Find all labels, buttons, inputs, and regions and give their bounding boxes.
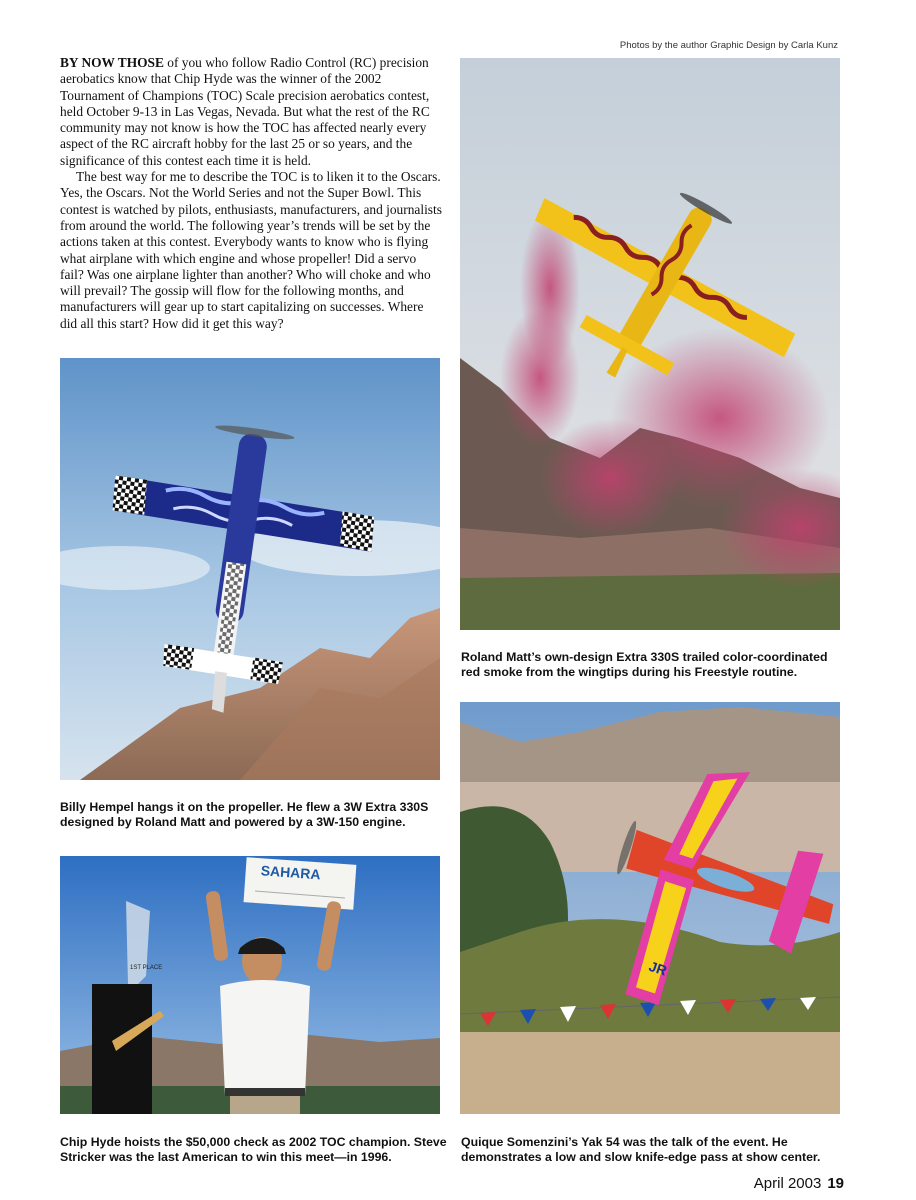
photo-matt <box>460 58 840 630</box>
article-paragraph-2: The best way for me to describe the TOC is to liken it to the Oscars. Yes, the Oscars. Not the World Series and not the Super Bowl. This contest is watched by pilots, enthusiasts, manufacturers, and journalists from around the world. The following year’s trends will be set by the actions taken at this contest. Everybody wants to know who is flying what airplane with which engine and whose propeller! Did a servo fail? Was one airplane lighter than another? Who will choke and who will prevail? The gossip will flow for the following months, and manufacturers will gear up to start capitalizing on successes. Where did all this start? How did it get this way? <box>60 169 442 331</box>
lead-in: BY NOW THOSE <box>60 55 164 70</box>
hyde-celebration-image <box>60 856 440 1114</box>
caption-matt: Roland Matt’s own-design Extra 330S trailed color-coordinated red smoke from the wingtips during his Freestyle routine. <box>461 650 828 679</box>
photo-hempel <box>60 358 440 780</box>
hempel-plane-image <box>60 358 440 780</box>
caption-hempel: Billy Hempel hangs it on the propeller. He flew a 3W Extra 330S designed by Roland Matt and powered by a 3W-150 engine. <box>60 800 429 829</box>
check-brand: SAHARA <box>260 862 322 883</box>
caption-hyde: Chip Hyde hoists the $50,000 check as 2002 TOC champion. Steve Stricker was the last American to win this meet—in 1996. <box>60 1135 447 1164</box>
matt-plane-image <box>460 58 840 630</box>
check <box>244 857 357 910</box>
article-body <box>60 55 442 332</box>
paragraph-1-text: of you who follow Radio Control (RC) precision aerobatics know that Chip Hyde was the winner of the 2002 Tournament of Champions (TOC) Scale precision aerobatics contest, held October 9-13 in Las Vegas, Nevada. But what the rest of the RC community may not know is how the TOC has affected nearly every aspect of the RC aircraft hobby for the last 25 or so years, and the significance of this contest each time it is held. <box>60 55 430 168</box>
page-number: 19 <box>827 1175 844 1192</box>
caption-somenzini: Quique Somenzini’s Yak 54 was the talk of the event. He demonstrates a low and slow knife-edge pass at show center. <box>461 1135 821 1164</box>
wing-marking: JR <box>646 957 669 979</box>
page-footer <box>754 1175 844 1192</box>
trophy-text: 1ST PLACE <box>130 965 163 971</box>
issue-date: April 2003 <box>753 1175 822 1192</box>
photo-hyde <box>60 856 440 1114</box>
photo-credit: Photos by the author Graphic Design by Carla Kunz <box>619 40 838 51</box>
somenzini-plane-image <box>460 702 840 1114</box>
photo-somenzini <box>460 702 840 1114</box>
article-paragraph-1 <box>60 55 442 169</box>
